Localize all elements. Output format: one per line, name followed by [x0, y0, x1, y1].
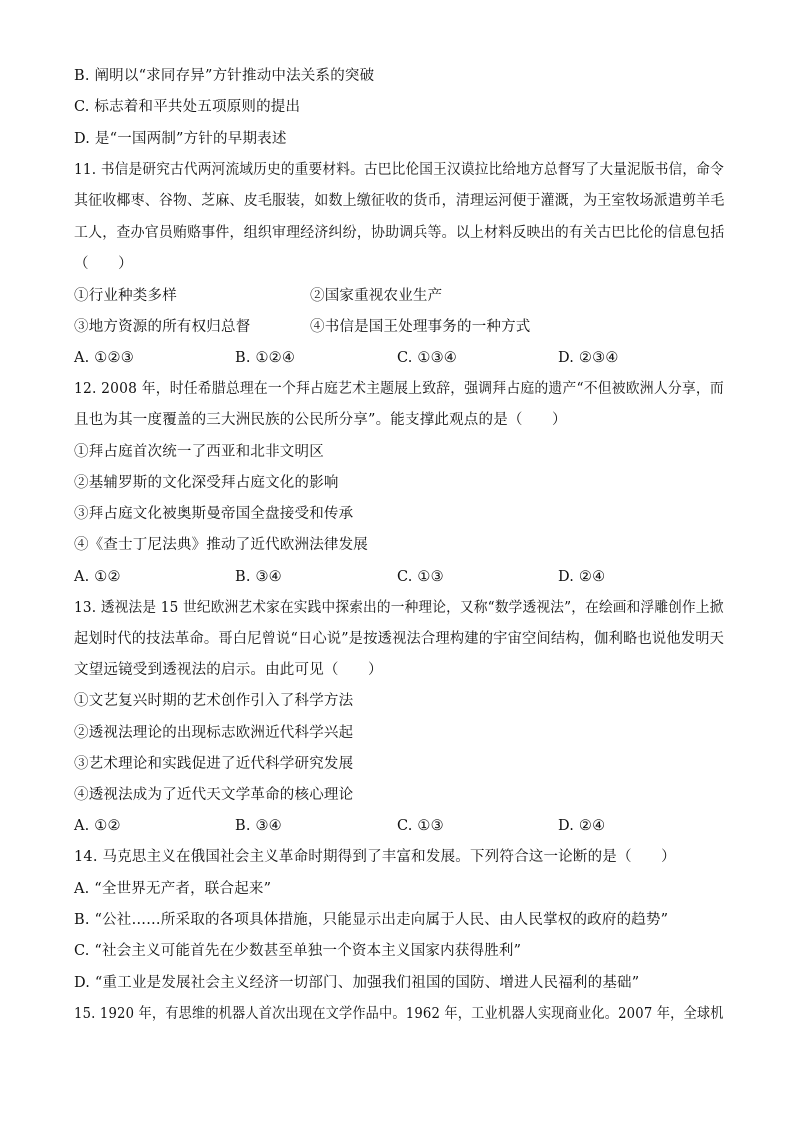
q11-stem-line-3: 工人，查办官员贿赂事件，组织审理经济纠纷，协助调兵等。以上材料反映出的有关古巴比伦的信息包括 — [74, 225, 725, 241]
q12-statement-1: ①拜占庭首次统一了西亚和北非文明区 — [74, 444, 324, 460]
q14-stem: 14. 马克思主义在俄国社会主义革命时期得到了丰富和发展。下列符合这一论断的是（ ） — [74, 849, 676, 865]
q14-option-a: A. “全世界无产者，联合起来” — [74, 881, 272, 897]
q12-option-a: A. ①② — [74, 569, 121, 585]
q11-option-c: C. ①③④ — [397, 350, 457, 366]
q12-option-d: D. ②④ — [558, 569, 606, 585]
q11-statement-1: ①行业种类多样 — [74, 288, 177, 304]
q13-stem-line-3: 文望远镜受到透视法的启示。由此可见（ ） — [74, 662, 383, 678]
q10-option-b: B. 阐明以“求同存异”方针推动中法关系的突破 — [74, 68, 375, 84]
q13-option-c: C. ①③ — [397, 818, 444, 834]
q10-option-c: C. 标志着和平共处五项原则的提出 — [74, 99, 301, 115]
q13-statement-2: ②透视法理论的出现标志欧洲近代科学兴起 — [74, 725, 354, 741]
q12-stem-line-1: 12. 2008 年，时任希腊总理在一个拜占庭艺术主题展上致辞，强调拜占庭的遗产“不但被欧洲人分享，而 — [74, 381, 724, 397]
q13-option-d: D. ②④ — [558, 818, 606, 834]
q12-statement-4: ④《查士丁尼法典》推动了近代欧洲法律发展 — [74, 537, 368, 553]
q14-option-c: C. “社会主义可能首先在少数甚至单独一个资本主义国家内获得胜利” — [74, 943, 522, 959]
q12-option-b: B. ③④ — [235, 569, 282, 585]
q13-option-b: B. ③④ — [235, 818, 282, 834]
q13-stem-line-2: 起划时代的技法革命。哥白尼曾说“日心说”是按透视法合理构建的宇宙空间结构，伽利略也说他发明天 — [74, 631, 725, 647]
q12-statement-3: ③拜占庭文化被奥斯曼帝国全盘接受和传承 — [74, 506, 354, 522]
q14-option-d: D. “重工业是发展社会主义经济一切部门、加强我们祖国的国防、增进人民福利的基础” — [74, 975, 640, 991]
q13-stem-line-1: 13. 透视法是 15 世纪欧洲艺术家在实践中探索出的一种理论，又称“数学透视法”，在绘画和浮雕创作上掀 — [74, 600, 724, 616]
q11-statement-4: ④书信是国王处理事务的一种方式 — [310, 319, 531, 335]
q11-option-d: D. ②③④ — [558, 350, 619, 366]
q11-statement-3: ③地方资源的所有权归总督 — [74, 319, 251, 335]
q10-option-d: D. 是“一国两制”方针的早期表述 — [74, 131, 287, 147]
q11-option-a: A. ①②③ — [74, 350, 134, 366]
q15-stem: 15. 1920 年，有思维的机器人首次出现在文学作品中。1962 年，工业机器人实现商业化。2007 年，全球机 — [74, 1006, 724, 1022]
q11-statement-2: ②国家重视农业生产 — [310, 288, 443, 304]
q11-stem-line-2: 其征收椰枣、谷物、芝麻、皮毛服装，如数上缴征收的货币，清理运河便于灌溉，为王室牧场派遣剪羊毛 — [74, 193, 725, 209]
q11-stem-line-4: （ ） — [74, 256, 133, 272]
q14-option-b: B. “公社……所采取的各项具体措施，只能显示出走向属于人民、由人民掌权的政府的趋势” — [74, 912, 669, 928]
q12-stem-line-2: 且也为其一度覆盖的三大洲民族的公民所分享”。能支撑此观点的是（ ） — [74, 412, 567, 428]
q11-stem-line-1: 11. 书信是研究古代两河流域历史的重要材料。古巴比伦国王汉谟拉比给地方总督写了大量泥版书信，命令 — [74, 162, 724, 178]
q12-statement-2: ②基辅罗斯的文化深受拜占庭文化的影响 — [74, 475, 339, 491]
q13-statement-1: ①文艺复兴时期的艺术创作引入了科学方法 — [74, 693, 354, 709]
q13-statement-3: ③艺术理论和实践促进了近代科学研究发展 — [74, 756, 354, 772]
q13-option-a: A. ①② — [74, 818, 121, 834]
q11-option-b: B. ①②④ — [235, 350, 296, 366]
q13-statement-4: ④透视法成为了近代天文学革命的核心理论 — [74, 787, 354, 803]
q12-option-c: C. ①③ — [397, 569, 444, 585]
